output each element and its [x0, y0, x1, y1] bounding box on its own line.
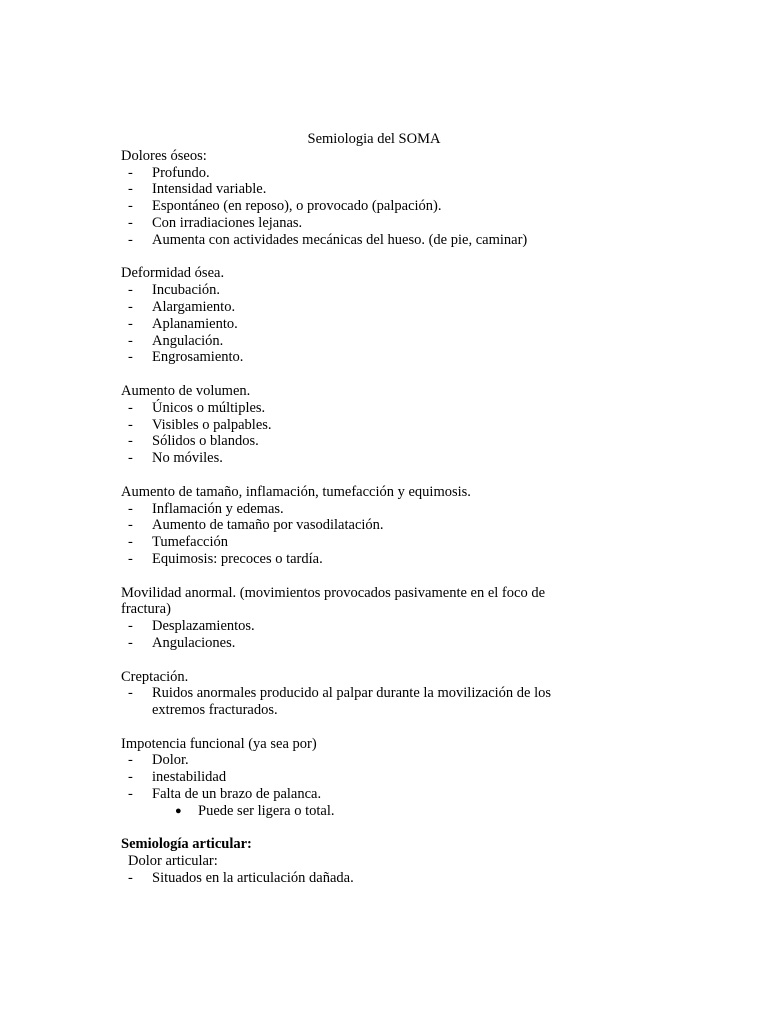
- list-item-text: Angulaciones.: [152, 634, 236, 651]
- section-block: [121, 265, 591, 366]
- list-item: [121, 534, 591, 551]
- list-item-text: Ruidos anormales producido al palpar durante la movilización de los extremos fracturados.: [152, 685, 552, 719]
- list-item: [121, 769, 591, 786]
- list-item-text: Desplazamientos.: [152, 618, 255, 635]
- list-item-text: Angulación.: [152, 332, 224, 349]
- section-heading: Dolores óseos:: [121, 147, 207, 164]
- section-block: [121, 836, 591, 886]
- dash-marker: -: [128, 214, 133, 231]
- bullet-icon: ●: [175, 804, 182, 817]
- dash-marker: -: [128, 550, 133, 567]
- list-item: [121, 786, 591, 803]
- section-block: [121, 736, 591, 820]
- list-item: [121, 517, 591, 534]
- sub-list-item: [121, 803, 591, 820]
- section-block: [121, 669, 591, 719]
- list-item: [121, 685, 591, 719]
- section-heading: Movilidad anormal. (movimientos provocados pasivamente en el foco de fractura): [121, 584, 546, 618]
- dash-marker: -: [128, 450, 133, 467]
- list-item-text: Inflamación y edemas.: [152, 500, 284, 517]
- section-heading: Semiología articular:: [121, 836, 252, 853]
- list-item-text: Intensidad variable.: [152, 181, 267, 198]
- section-block: [121, 383, 591, 467]
- list-item-text: Espontáneo (en reposo), o provocado (palpación).: [152, 198, 442, 215]
- dash-marker: -: [128, 416, 133, 433]
- dash-marker: -: [128, 198, 133, 215]
- document-content: [121, 131, 591, 887]
- list-item-text: Aumenta con actividades mecánicas del hueso. (de pie, caminar): [152, 231, 528, 248]
- list-item-text: Dolor.: [152, 752, 189, 769]
- list-item: [121, 198, 591, 215]
- list-item-text: Equimosis: precoces o tardía.: [152, 550, 323, 567]
- list-item-text: Aumento de tamaño por vasodilatación.: [152, 517, 384, 534]
- dash-marker: -: [128, 282, 133, 299]
- dash-marker: -: [128, 786, 133, 803]
- section-heading: Aumento de tamaño, inflamación, tumefacción y equimosis.: [121, 483, 471, 500]
- section-heading: Creptación.: [121, 668, 189, 685]
- dash-marker: -: [128, 634, 133, 651]
- list-item-text: Situados en la articulación dañada.: [152, 870, 354, 887]
- dash-marker: -: [128, 752, 133, 769]
- dash-marker: -: [128, 433, 133, 450]
- list-item-text: Falta de un brazo de palanca.: [152, 786, 322, 803]
- list-item: [121, 165, 591, 182]
- dash-marker: -: [128, 870, 133, 887]
- sub-list-item-text: Puede ser ligera o total.: [198, 802, 335, 819]
- list-item-text: Incubación.: [152, 282, 221, 299]
- dash-marker: -: [128, 685, 133, 702]
- list-item: [121, 618, 591, 635]
- list-item: [121, 282, 591, 299]
- section-heading: Aumento de volumen.: [121, 382, 251, 399]
- list-item-text: Alargamiento.: [152, 298, 236, 315]
- dash-marker: -: [128, 181, 133, 198]
- list-item: [121, 299, 591, 316]
- list-item: [121, 316, 591, 333]
- list-item: [121, 870, 591, 887]
- list-item: [121, 232, 591, 249]
- document-title: Semiologia del SOMA: [307, 131, 441, 147]
- dash-marker: -: [128, 500, 133, 517]
- list-item: [121, 181, 591, 198]
- dash-marker: -: [128, 332, 133, 349]
- list-item: [121, 433, 591, 450]
- list-item-text: Visibles o palpables.: [152, 416, 272, 433]
- list-item: [121, 752, 591, 769]
- list-item-text: Con irradiaciones lejanas.: [152, 214, 303, 231]
- section-heading: Impotencia funcional (ya sea por): [121, 735, 317, 752]
- section-block: [121, 585, 591, 652]
- list-item: [121, 551, 591, 568]
- list-item: [121, 400, 591, 417]
- section-block: [121, 148, 591, 249]
- dash-marker: -: [128, 298, 133, 315]
- dash-marker: -: [128, 399, 133, 416]
- list-item: [121, 501, 591, 518]
- list-item-text: Aplanamiento.: [152, 315, 238, 332]
- dash-marker: -: [128, 231, 133, 248]
- sections-container: [121, 148, 591, 887]
- list-item-text: Tumefacción: [152, 534, 228, 551]
- list-item: [121, 215, 591, 232]
- dash-marker: -: [128, 534, 133, 551]
- list-item: [121, 635, 591, 652]
- section-heading: Deformidad ósea.: [121, 265, 225, 282]
- section-subheading: Dolor articular:: [128, 853, 218, 870]
- list-item-text: Profundo.: [152, 164, 210, 181]
- section-block: [121, 484, 591, 568]
- dash-marker: -: [128, 517, 133, 534]
- dash-marker: -: [128, 349, 133, 366]
- dash-marker: -: [128, 315, 133, 332]
- dash-marker: -: [128, 769, 133, 786]
- list-item: [121, 417, 591, 434]
- dash-marker: -: [128, 618, 133, 635]
- list-item: [121, 450, 591, 467]
- list-item-text: Sólidos o blandos.: [152, 433, 259, 450]
- list-item-text: Engrosamiento.: [152, 349, 244, 366]
- list-item: [121, 349, 591, 366]
- dash-marker: -: [128, 164, 133, 181]
- list-item: [121, 333, 591, 350]
- list-item-text: inestabilidad: [152, 769, 227, 786]
- list-item-text: Únicos o múltiples.: [152, 399, 266, 416]
- list-item-text: No móviles.: [152, 450, 223, 467]
